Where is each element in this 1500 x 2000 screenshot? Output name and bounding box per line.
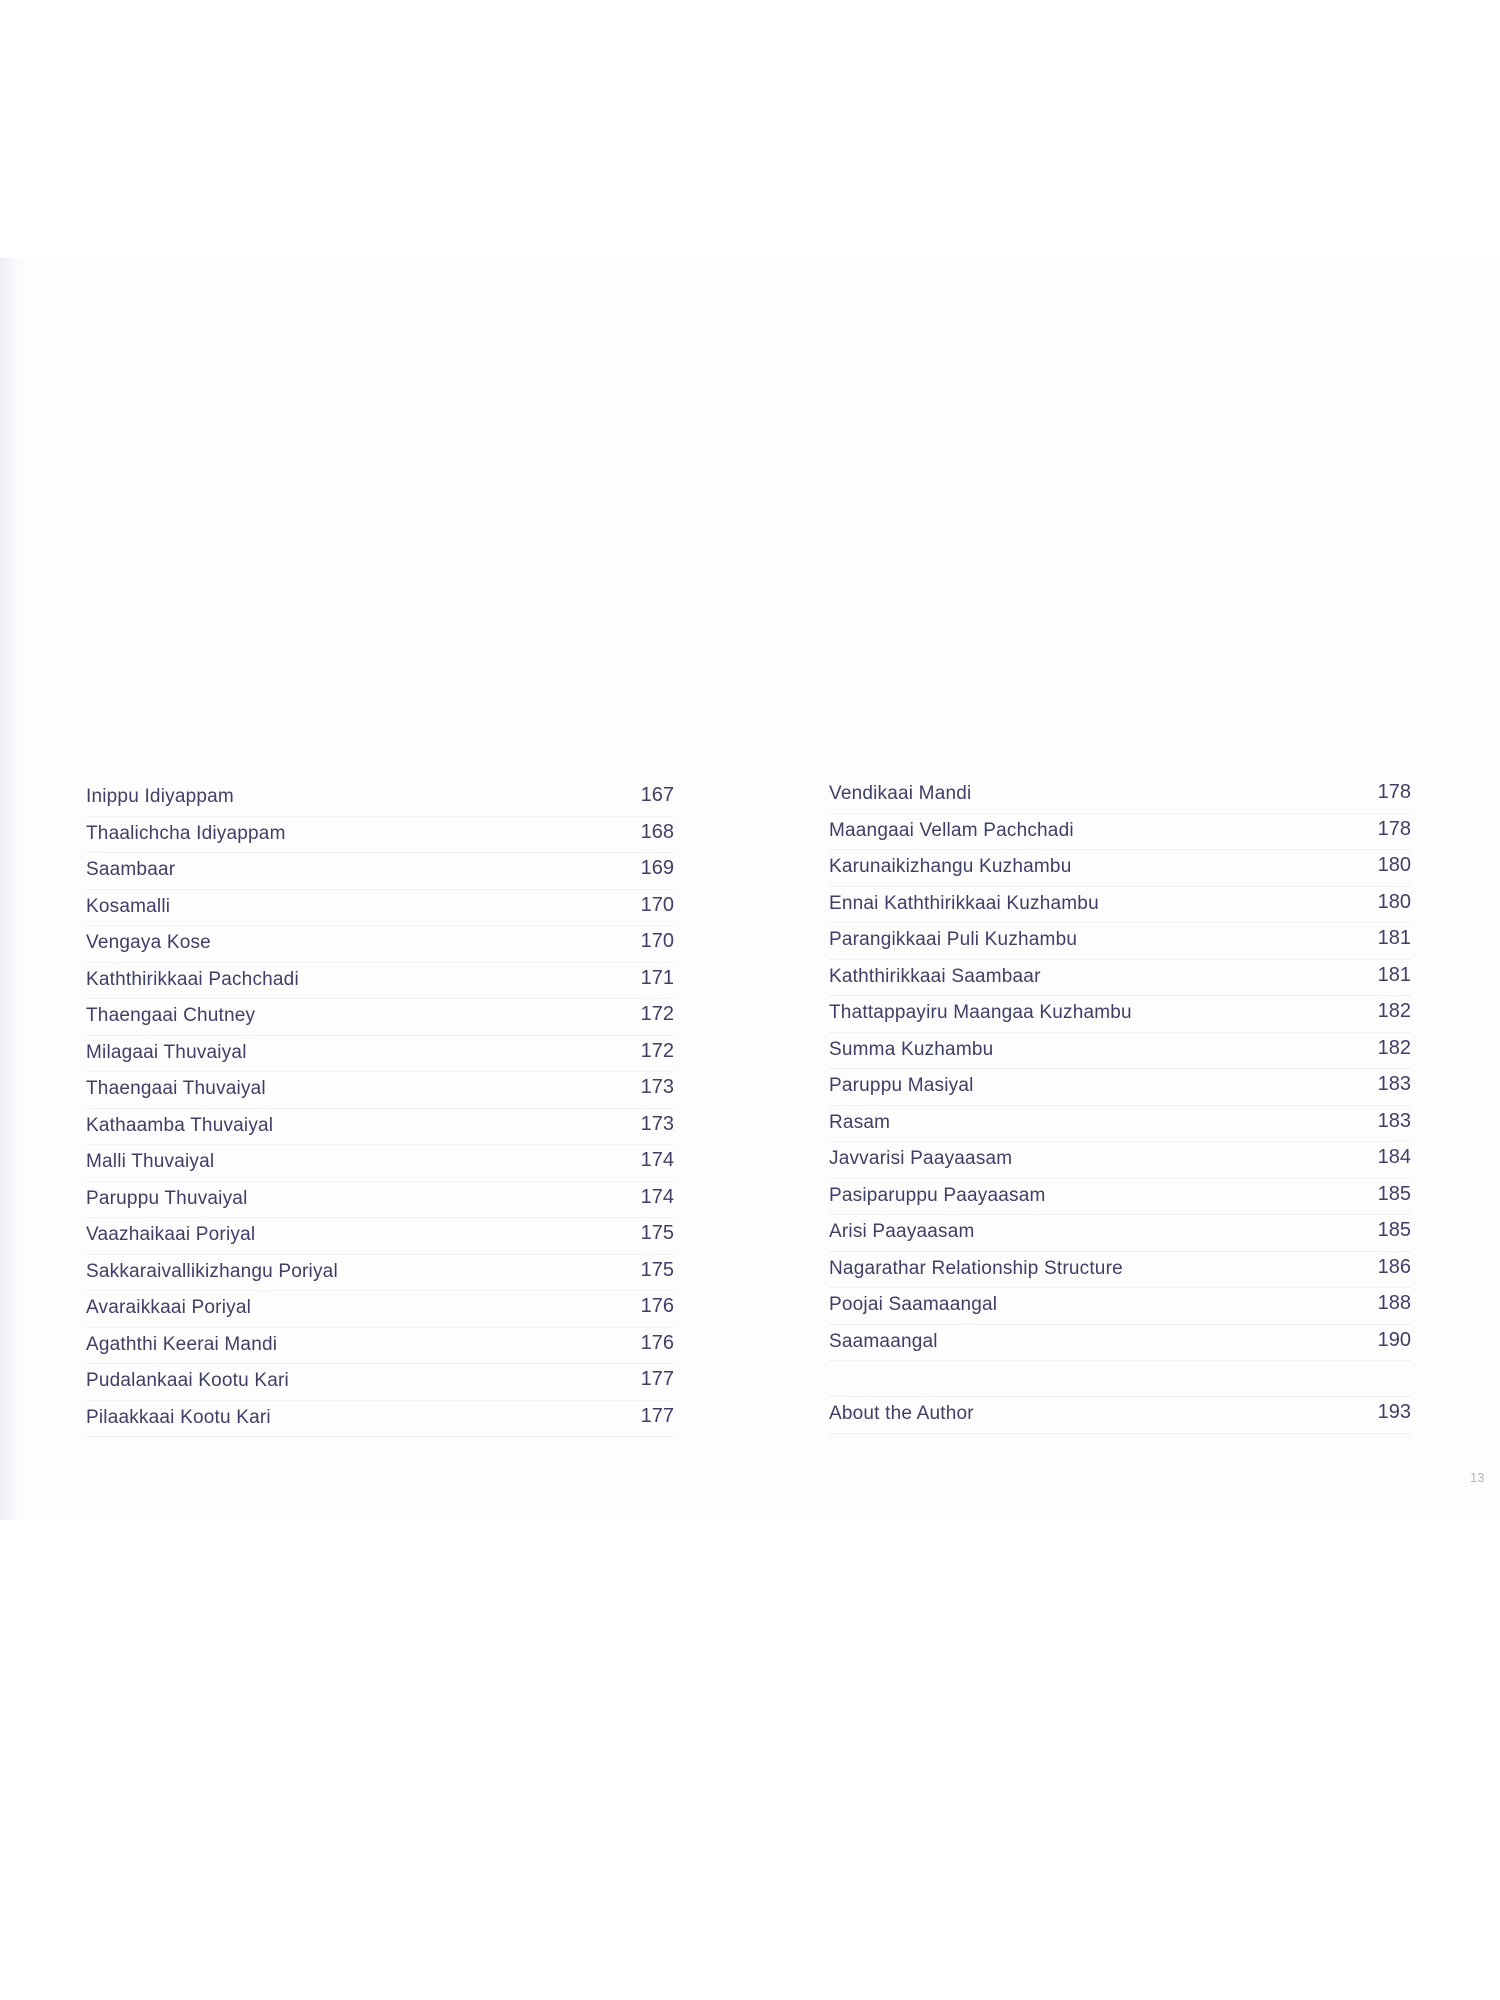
toc-entry-page: 171 (640, 966, 674, 989)
toc-entry-page: 178 (1377, 817, 1411, 840)
toc-entry (829, 996, 1411, 1033)
toc-entry-title: Javvarisi Paayaasam (829, 1148, 1013, 1169)
page-number: 13 (1470, 1470, 1485, 1485)
toc-entry (829, 1325, 1411, 1362)
toc-entry (829, 923, 1411, 960)
toc-entry-page: 172 (640, 1003, 674, 1025)
toc-entry-title: Kosamalli (86, 895, 171, 917)
toc-right-column (829, 777, 1411, 1434)
toc-entry (829, 1106, 1411, 1143)
toc-entry (829, 1142, 1411, 1179)
toc-left-column (86, 780, 674, 1437)
toc-entry (829, 1252, 1411, 1289)
toc-entry-page: 168 (640, 820, 674, 843)
toc-entry (86, 890, 674, 927)
toc-entry-title: Karunaikizhangu Kuzhambu (829, 856, 1072, 877)
toc-entry (829, 1033, 1411, 1070)
toc-entry (86, 1364, 674, 1401)
toc-entry-page: 175 (640, 1222, 674, 1244)
toc-entry-page: 173 (640, 1112, 674, 1135)
toc-entry (86, 853, 674, 890)
toc-entry (829, 1215, 1411, 1252)
toc-entry-title: Vengaya Kose (86, 932, 211, 953)
toc-entry (829, 777, 1411, 814)
toc-entry-title: Agaththi Keerai Mandi (86, 1333, 278, 1355)
toc-entry (86, 1218, 674, 1255)
toc-entry-title: Sakkaraivallikizhangu Poriyal (86, 1260, 338, 1282)
toc-entry-page: 181 (1377, 963, 1411, 986)
toc-entry-about-author (829, 1397, 1411, 1434)
toc-entry-title: Kaththirikkaai Pachchadi (86, 968, 299, 990)
toc-entry-page: 170 (640, 893, 674, 916)
toc-entry (86, 1182, 674, 1219)
toc-entry (829, 1069, 1411, 1106)
toc-entry-title: Saamaangal (829, 1330, 938, 1352)
toc-entry-title: Pilaakkaai Kootu Kari (86, 1406, 271, 1428)
toc-entry-title: Pudalankaai Kootu Kari (86, 1370, 289, 1391)
toc-entry-title: Vaazhaikaai Poriyal (86, 1224, 256, 1245)
toc-entry (86, 1291, 674, 1328)
toc-entry-page: 185 (1377, 1219, 1411, 1241)
toc-entry-title: About the Author (829, 1403, 974, 1424)
toc-entry-page: 174 (640, 1185, 674, 1208)
toc-entry-page: 176 (640, 1331, 674, 1354)
toc-entry-title: Paruppu Masiyal (829, 1075, 974, 1096)
toc-entry-page: 175 (640, 1258, 674, 1281)
toc-entry-title: Saambaar (86, 859, 176, 880)
toc-spacer (829, 1361, 1411, 1397)
toc-entry (86, 999, 674, 1036)
toc-entry (86, 1328, 674, 1365)
toc-entry-title: Thattappayiru Maangaa Kuzhambu (829, 1002, 1132, 1023)
toc-entry-title: Thaengaai Chutney (86, 1005, 256, 1026)
toc-entry-title: Arisi Paayaasam (829, 1221, 975, 1242)
toc-entry-title: Poojai Saamaangal (829, 1294, 998, 1315)
toc-entry (829, 887, 1411, 924)
toc-entry-title: Malli Thuvaiyal (86, 1151, 215, 1172)
toc-entry (86, 963, 674, 1000)
toc-entry-page: 180 (1377, 854, 1411, 876)
toc-entry-page: 177 (640, 1368, 674, 1390)
toc-entry-title: Maangaai Vellam Pachchadi (829, 819, 1074, 841)
toc-entry (829, 960, 1411, 997)
toc-entry-page: 182 (1377, 1000, 1411, 1022)
toc-entry (86, 926, 674, 963)
toc-entry-title: Rasam (829, 1111, 891, 1133)
toc-entry-title: Vendikaai Mandi (829, 783, 972, 804)
toc-entry (829, 814, 1411, 851)
toc-entry-page: 177 (640, 1404, 674, 1427)
toc-entry-title: Milagaai Thuvaiyal (86, 1041, 247, 1063)
toc-entry-page: 172 (640, 1039, 674, 1062)
toc-entry-title: Avaraikkaai Poriyal (86, 1297, 252, 1318)
toc-entry-page: 184 (1377, 1146, 1411, 1168)
toc-entry-page: 169 (640, 857, 674, 879)
toc-entry-page: 185 (1377, 1182, 1411, 1205)
toc-entry-page: 176 (640, 1295, 674, 1317)
toc-entry-title: Thaengaai Thuvaiyal (86, 1078, 266, 1099)
toc-entry-title: Nagarathar Relationship Structure (829, 1257, 1123, 1279)
toc-entry (86, 1401, 674, 1438)
toc-entry-page: 190 (1377, 1328, 1411, 1351)
toc-entry-page: 180 (1377, 890, 1411, 913)
toc-entry-page: 174 (640, 1149, 674, 1171)
toc-entry-page: 173 (640, 1076, 674, 1098)
toc-entry-page: 178 (1377, 781, 1411, 803)
toc-entry-title: Parangikkaai Puli Kuzhambu (829, 929, 1078, 950)
toc-entry-page: 188 (1377, 1292, 1411, 1314)
toc-entry-title: Inippu Idiyappam (86, 786, 234, 807)
toc-entry (86, 1072, 674, 1109)
toc-entry-title: Ennai Kaththirikkaai Kuzhambu (829, 892, 1099, 914)
toc-entry (86, 780, 674, 817)
toc-entry-page: 181 (1377, 927, 1411, 949)
toc-entry-title: Pasiparuppu Paayaasam (829, 1184, 1046, 1206)
toc-entry (829, 1179, 1411, 1216)
toc-entry (86, 817, 674, 854)
toc-entry (829, 850, 1411, 887)
toc-entry (86, 1109, 674, 1146)
toc-entry-page: 183 (1377, 1109, 1411, 1132)
toc-entry-title: Paruppu Thuvaiyal (86, 1187, 248, 1209)
toc-entry-title: Summa Kuzhambu (829, 1038, 994, 1060)
toc-entry (829, 1288, 1411, 1325)
toc-entry (86, 1255, 674, 1292)
toc-entry-title: Kathaamba Thuvaiyal (86, 1114, 274, 1136)
toc-entry (86, 1145, 674, 1182)
toc-entry-page: 170 (640, 930, 674, 952)
toc-entry-page: 182 (1377, 1036, 1411, 1059)
toc-entry-title: Thaalichcha Idiyappam (86, 822, 286, 844)
toc-entry-page: 167 (640, 784, 674, 806)
toc-entry-page: 183 (1377, 1073, 1411, 1095)
toc-entry-title: Kaththirikkaai Saambaar (829, 965, 1041, 987)
toc-entry (86, 1036, 674, 1073)
toc-entry-page: 186 (1377, 1255, 1411, 1278)
toc-entry-page: 193 (1377, 1401, 1411, 1423)
